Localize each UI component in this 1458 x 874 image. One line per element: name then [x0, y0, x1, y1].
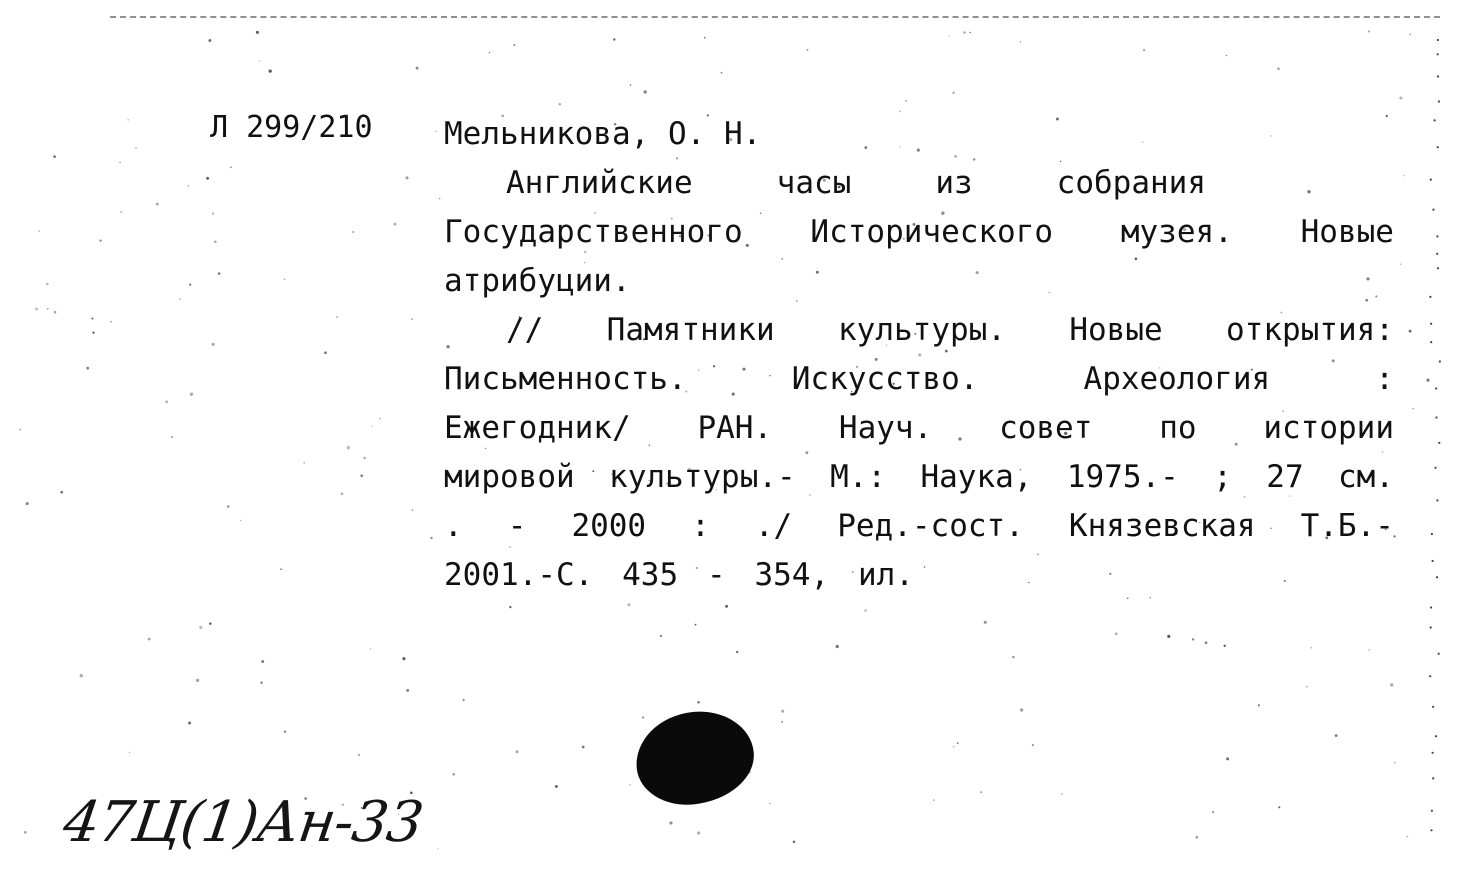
edge-speckle [1439, 360, 1441, 362]
speckle-dot [1020, 708, 1023, 711]
edge-speckle [1438, 653, 1440, 655]
edge-speckle [1436, 235, 1438, 237]
speckle-dot [394, 223, 397, 226]
speckle-dot [227, 505, 229, 507]
source-word: культуры. [838, 312, 1006, 348]
speckle-dot [148, 638, 151, 641]
speckle-dot [1167, 635, 1170, 638]
speckle-dot [120, 211, 122, 213]
speckle-dot [516, 750, 519, 753]
edge-speckle [1432, 209, 1434, 211]
speckle-dot [669, 821, 672, 824]
speckle-dot [627, 603, 630, 606]
speckle-dot [212, 343, 215, 346]
title-word: Английские [506, 165, 693, 201]
speckle-dot [1012, 656, 1014, 658]
speckle-dot [284, 279, 285, 280]
speckle-dot [379, 418, 380, 419]
edge-speckle [1430, 341, 1432, 343]
speckle-dot [190, 393, 193, 396]
edge-speckle [1434, 119, 1436, 121]
speckle-dot [435, 131, 436, 132]
speckle-dot [1400, 263, 1401, 264]
speckle-dot [370, 648, 371, 649]
speckle-dot [1394, 762, 1396, 764]
speckle-dot [1205, 641, 1208, 644]
edge-speckle [1432, 706, 1434, 708]
speckle-dot [284, 731, 286, 733]
speckle-dot [559, 103, 561, 105]
speckle-dot [110, 321, 112, 323]
source-word: открытия: [1226, 312, 1394, 348]
speckle-dot [1032, 744, 1034, 746]
source-word: . [444, 508, 463, 544]
speckle-dot [721, 72, 723, 74]
speckle-dot [984, 621, 987, 624]
speckle-dot [1368, 649, 1369, 650]
speckle-dot [836, 645, 839, 648]
source-word: Письменность. [444, 361, 687, 397]
edge-speckle [1437, 75, 1439, 77]
speckle-dot [1407, 836, 1409, 838]
speckle-dot [336, 316, 338, 318]
speckle-dot [1413, 408, 1414, 409]
edge-speckle [1438, 100, 1440, 102]
speckle-dot [212, 213, 214, 215]
speckle-dot [439, 198, 440, 199]
speckle-dot [489, 52, 490, 53]
speckle-dot [165, 400, 168, 403]
speckle-dot [1306, 686, 1307, 687]
handwritten-shelf-mark: 47Ц(1)Ан-33 [59, 790, 427, 855]
speckle-dot [206, 177, 209, 180]
edge-speckle [1432, 777, 1434, 779]
speckle-dot [269, 69, 272, 72]
title-word: из [935, 165, 973, 201]
speckle-dot [416, 67, 419, 70]
speckle-dot [363, 457, 365, 459]
speckle-dot [725, 605, 728, 608]
speckle-dot [513, 44, 515, 46]
speckle-dot [1223, 645, 1225, 647]
edge-speckle [1430, 829, 1432, 831]
speckle-dot [1195, 836, 1198, 839]
speckle-dot [208, 39, 211, 42]
edge-speckle [1437, 39, 1439, 41]
speckle-dot [969, 32, 971, 34]
speckle-dot [1061, 793, 1062, 794]
speckle-dot [695, 624, 697, 626]
source-line-2 [444, 355, 1394, 404]
speckle-dot [324, 351, 327, 354]
source-word: 2001.-С. [444, 557, 594, 593]
source-word: совет [999, 410, 1093, 446]
speckle-dot [352, 231, 354, 233]
source-word: по [1159, 410, 1197, 446]
speckle-dot [259, 60, 260, 61]
title-word: Государственного [444, 214, 743, 250]
speckle-dot [1277, 67, 1280, 70]
speckle-dot [196, 679, 199, 682]
speckle-dot [91, 318, 93, 320]
source-word: Князевская [1068, 508, 1256, 544]
speckle-dot [769, 803, 770, 804]
edge-speckle [1430, 179, 1432, 181]
speckle-dot [406, 689, 409, 692]
speckle-dot [437, 848, 438, 849]
speckle-dot [411, 318, 413, 320]
speckle-dot [60, 491, 63, 494]
speckle-dot [38, 230, 39, 231]
speckle-dot [303, 462, 305, 464]
source-word: : [1375, 361, 1394, 397]
speckle-dot [736, 651, 738, 653]
call-number: Л 299/210 [210, 110, 373, 145]
speckle-dot [1020, 41, 1021, 42]
speckle-dot [864, 609, 867, 612]
speckle-dot [949, 36, 950, 37]
speckle-dot [807, 49, 809, 51]
speckle-dot [209, 622, 212, 625]
speckle-dot [452, 773, 455, 776]
edge-speckle [1436, 499, 1438, 501]
speckle-dot [660, 635, 662, 637]
source-word: // [506, 312, 544, 348]
title-line-2 [444, 208, 1394, 257]
speckle-dot [952, 92, 954, 94]
speckle-dot [1390, 683, 1393, 686]
source-word: см. [1338, 459, 1394, 495]
title-word: Новые [1300, 214, 1394, 250]
speckle-dot [697, 701, 699, 703]
title-word: атрибуции. [444, 263, 631, 299]
source-line-1 [444, 306, 1394, 355]
speckle-dot [905, 100, 907, 102]
edge-speckle [1430, 626, 1432, 628]
speckle-dot [171, 436, 173, 438]
speckle-dot [963, 31, 965, 33]
edge-speckle [1430, 323, 1432, 325]
speckle-dot [1403, 175, 1404, 176]
speckle-dot [360, 474, 363, 477]
title-word: собрания [1056, 165, 1206, 201]
speckle-dot [261, 660, 264, 663]
bibliographic-record [444, 110, 1394, 600]
speckle-dot [129, 752, 130, 753]
title-word: часы [776, 165, 852, 201]
speckle-dot [1426, 379, 1429, 382]
speckle-dot [92, 331, 94, 333]
source-word: - [507, 508, 527, 544]
source-word: мировой [444, 459, 575, 495]
source-word: Т.Б.- [1300, 508, 1394, 544]
title-word: музея. [1120, 214, 1233, 250]
speckle-dot [509, 606, 511, 608]
source-word: ./ [754, 508, 793, 544]
speckle-dot [1192, 638, 1194, 640]
speckle-dot [582, 746, 585, 749]
source-word: ; [1213, 459, 1232, 495]
edge-speckle [1435, 416, 1437, 418]
speckle-dot [793, 841, 796, 844]
edge-speckle [1429, 296, 1431, 298]
speckle-dot [179, 298, 180, 299]
source-word: Памятники [606, 312, 775, 348]
source-word: М.: [830, 459, 887, 495]
speckle-dot [1226, 55, 1227, 56]
source-word: Науч. [838, 410, 933, 446]
speckle-dot [53, 155, 56, 158]
source-word: культуры.- [609, 459, 796, 495]
source-word: истории [1263, 410, 1394, 446]
speckle-dot [980, 791, 982, 793]
speckle-dot [697, 831, 700, 834]
source-word: РАН. [697, 410, 773, 446]
source-word: 1975.- [1066, 459, 1179, 495]
speckle-dot [240, 520, 241, 521]
source-word: 354, [754, 557, 830, 593]
source-word: 435 [622, 557, 679, 593]
speckle-dot [188, 722, 191, 725]
source-word: - [706, 557, 726, 593]
speckle-dot [555, 785, 558, 788]
speckle-dot [402, 657, 405, 660]
speckle-dot [347, 446, 350, 449]
speckle-dot [957, 742, 959, 744]
speckle-dot [24, 831, 27, 834]
title-word: Исторического [810, 214, 1054, 250]
speckle-dot [46, 283, 49, 286]
source-word: Ред.-сост. [837, 508, 1024, 544]
speckle-dot [781, 721, 783, 723]
speckle-dot [54, 311, 56, 313]
speckle-dot [1399, 96, 1402, 99]
speckle-dot [644, 90, 647, 93]
edge-speckle [1432, 752, 1434, 754]
speckle-dot [781, 710, 784, 713]
edge-speckle [1437, 267, 1439, 269]
title-line-3 [444, 257, 1394, 306]
edge-speckle [1437, 146, 1439, 148]
speckle-dot [1278, 806, 1280, 808]
speckle-dot [1409, 330, 1412, 333]
source-line-3 [444, 404, 1394, 453]
source-line-5 [444, 502, 1394, 551]
source-word: Новые [1069, 312, 1163, 348]
edge-speckle [1436, 253, 1438, 255]
speckle-dot [187, 185, 189, 187]
source-word: Искусство. [791, 361, 979, 397]
speckle-dot [135, 147, 137, 149]
speckle-dot [156, 203, 159, 206]
speckle-dot [613, 38, 615, 40]
source-word: ил. [857, 557, 914, 593]
speckle-dot [1212, 811, 1214, 813]
speckle-dot [341, 493, 344, 496]
edge-speckle [1431, 810, 1433, 812]
source-line-6 [444, 551, 914, 600]
speckle-dot [1310, 647, 1312, 649]
source-word: Археология [1083, 361, 1271, 397]
speckle-dot [642, 716, 644, 718]
source-word: Ежегодник/ [444, 410, 631, 446]
speckle-dot [629, 784, 631, 786]
edge-speckle [1437, 53, 1439, 55]
edge-speckle [1438, 442, 1440, 444]
speckle-dot [1368, 31, 1370, 33]
edge-speckle [1434, 467, 1436, 469]
speckle-dot [630, 84, 631, 85]
edge-speckle [1436, 576, 1438, 578]
source-line-4 [444, 453, 1394, 502]
speckle-dot [256, 31, 259, 34]
source-word: 27 [1266, 459, 1304, 495]
speckle-dot [953, 746, 955, 748]
speckle-dot [80, 674, 83, 677]
speckle-dot [127, 119, 129, 121]
edge-speckle [1435, 387, 1437, 389]
speckle-dot [412, 509, 414, 511]
speckle-dot [230, 166, 232, 168]
speckle-dot [704, 37, 706, 39]
speckle-dot [199, 626, 202, 629]
source-word: : [691, 508, 710, 544]
edge-speckle [1432, 560, 1434, 562]
speckle-dot [933, 799, 934, 800]
speckle-dot [47, 308, 49, 310]
speckle-dot [1409, 33, 1410, 34]
speckle-dot [430, 537, 432, 539]
speckle-dot [1258, 704, 1260, 706]
speckle-dot [26, 502, 29, 505]
edge-speckle [1431, 533, 1433, 535]
speckle-dot [462, 699, 464, 701]
edge-speckle [1435, 735, 1437, 737]
speckle-dot [260, 681, 262, 683]
speckle-dot [1115, 633, 1118, 636]
author-line: Мельникова, О. Н. [444, 116, 762, 152]
speckle-dot [99, 239, 101, 241]
source-word: 2000 [571, 508, 647, 544]
speckle-dot [218, 272, 221, 275]
speckle-dot [1143, 49, 1145, 51]
speckle-dot [1335, 734, 1338, 737]
source-word: Наука, [920, 459, 1033, 495]
speckle-dot [19, 428, 21, 430]
speckle-dot [358, 754, 360, 756]
speckle-dot [119, 162, 120, 163]
edge-speckle [1429, 675, 1431, 677]
speckle-dot [86, 367, 89, 370]
edge-speckle [1430, 606, 1432, 608]
speckle-dot [189, 284, 191, 286]
speckle-dot [280, 568, 282, 570]
speckle-dot [371, 425, 372, 426]
speckle-dot [214, 240, 217, 243]
title-line-1 [444, 159, 1206, 208]
speckle-dot [35, 308, 38, 311]
speckle-dot [405, 176, 408, 179]
speckle-dot [1226, 757, 1229, 760]
